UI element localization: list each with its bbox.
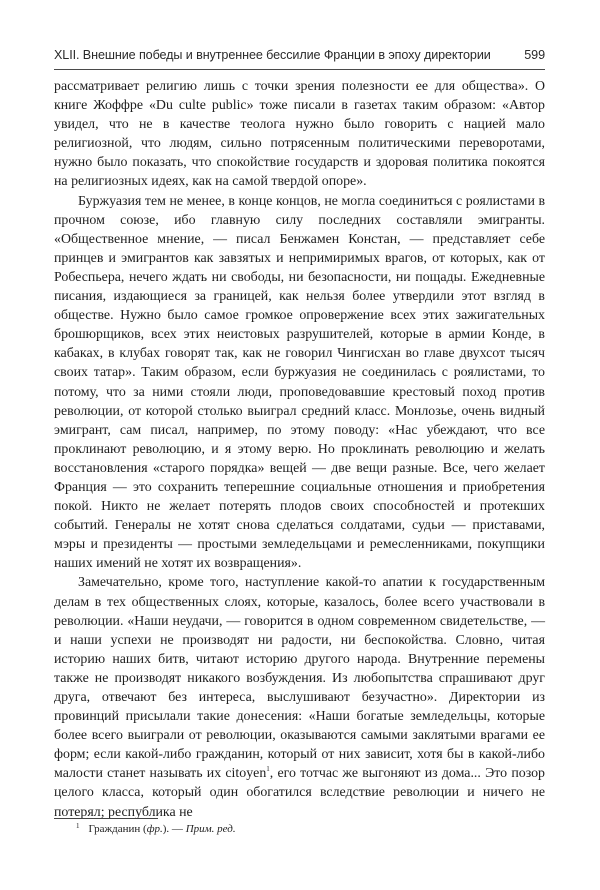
paragraph-1: рассматривает религию лишь с точки зрения полезности ее для общества». О книге Жоффре «Du culte public» тоже писали в газетах таким образом: «Автор увидел, что не в качестве теолога нужно было говорить с нацией мало религиозной, что людям, сильно потрясенным политическими переворотами, нужно было показать, что спокойствие государств и здоровая политика покоятся на религиозных идеях, как на самой твердой опоре».: [54, 79, 545, 190]
footnote: [76, 822, 236, 835]
footnote-text-b: ). —: [162, 823, 186, 835]
footnote-credit: Прим. ред.: [185, 823, 236, 835]
paragraph-3: [54, 573, 545, 821]
footnote-reference[interactable]: 1: [266, 765, 270, 774]
footnote-text-a: Гражданин (: [88, 823, 147, 835]
paragraph-3-text-b: , его тотчас же выгоняют из дома... Это позор целого класса, который один обогатился вследствие революции и ничего не потерял; республика не: [54, 766, 546, 820]
footnote-rule: [54, 818, 158, 819]
page-number: 599: [524, 48, 545, 62]
header-rule: [54, 69, 545, 70]
paragraph-2: Буржуазия тем не менее, в конце концов, не могла соединиться с роялистами в прочном союзе, ибо главную силу последних составляли эмигранты. «Общественное мнение, — писал Бенжамен Констан, — представляет себе принцев и эмигрантов как завзятых и непримиримых врагов, от которых, как от Робеспьера, нечего ждать ни свободы, ни безопасности, ни пощады. Ежедневные писания, издающиеся за границей, как нельзя более утвердили этот взгляд в обществе. Нужно было самое громкое опровержение всех этих зажигательных брошюрщиков, всех этих неистовых разрушителей, которые в армии Конде, в кабаках, в клубах говорят так, как не говорил Чингисхан во главе двухсот тысяч своих татар». Таким образом, если буржуазия не соединилась с роялистами, то потому, что за ними стояли люди, проповедовавшие крестовый поход против революции, от которой столько выиграл средний класс. Монлозье, очень видный эмигрант, сам писал, например, по этому поводу: «Нас убеждают, что все проклинают революцию, и я этому верю. Но проклинать революцию и желать восстановления «старого порядка» вещей — две вещи разные. Все, чего желает Франция — это сохранить теперешние социальные отношения и приобретения покой. Никто не желает потерять плодов своих способностей и протекших событий. Генералы не хотят снова сделаться солдатами, судьи — приставами, мэры и президенты — простыми земледельцами и ремесленниками, покупщики наших имений не хотят их возвращения».: [54, 193, 545, 572]
running-head: [54, 48, 545, 62]
footnote-mark: 1: [76, 822, 80, 830]
chapter-title: XLII. Внешние победы и внутреннее бессилие Франции в эпоху директории: [54, 48, 491, 62]
footnote-abbr: фр.: [146, 823, 163, 835]
paragraph-3-text-a: Замечательно, кроме того, наступление какой-то апатии к государственным делам в тех общественных слоях, которые, казалось, более всего участвовали в революции. «Наши неудачи, — говорится в одном современном свидетельстве, — и наши успехи не производят ни радости, ни беспокойства. Словно, читая историю наших битв, читают историю другого народа. Внутренние перемены также не производят никакого возбуждения. Из любопытства спрашивают друг друга, отвечают без интереса, выслушивают безучастно». Директории из провинций присылали такие донесения: «Наши богатые земледельцы, которые более всего выиграли от революции, оказываются самыми заклятыми врагами ее форм; если какой-либо гражданин, который от них зависит, хотя бы в какой-либо малости станет называть их citoyen: [54, 575, 545, 782]
body-text: [54, 77, 545, 822]
